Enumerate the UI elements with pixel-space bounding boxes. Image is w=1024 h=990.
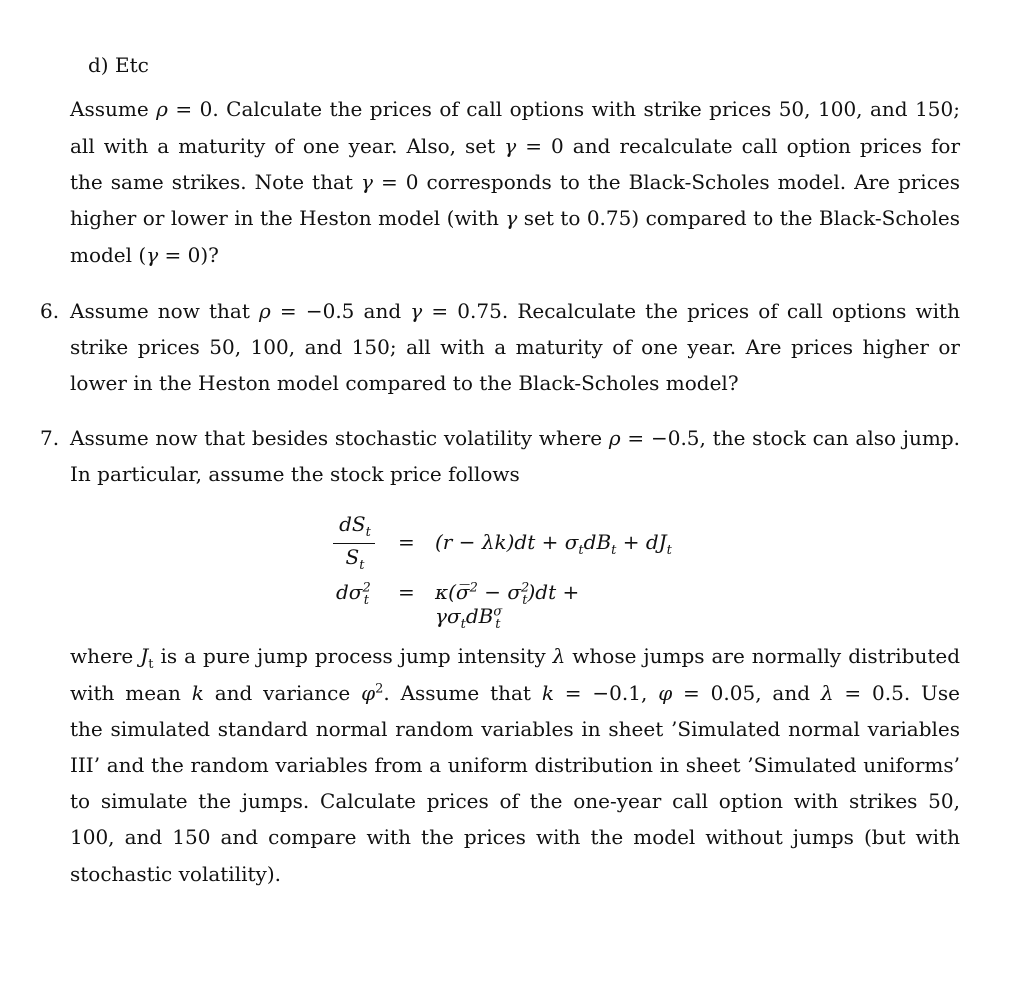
item-7-para-line-6: 100, and 150 and compare with the prices with the model without jumps (but with: [70, 825, 960, 849]
item-7-para-line-4: III’ and the random variables from a uniform distribution in sheet ’Simulated uniforms’: [70, 753, 960, 777]
para-d-line-4: higher or lower in the Heston model (with γ set to 0.75) compared to the Black-Scholes: [70, 206, 960, 230]
eq2-equals: =: [398, 580, 415, 604]
para-d-line-2: all with a maturity of one year. Also, set γ = 0 and recalculate call option prices for: [70, 134, 961, 158]
eq1-equals: =: [398, 530, 415, 554]
eq2-lhs: $d\sigma^2_t$: [336, 580, 371, 608]
item-d-label: d): [88, 53, 109, 77]
eq1-rhs: $(r - \lambda k)dt + \sigma_tdB_t + dJ_t$: [435, 530, 672, 558]
item-7-para-line-2: with mean k and variance $\varphi^2$. Assume that k = −0.1, φ = 0.05, and λ = 0.5. Use: [70, 681, 960, 705]
item-7-para-line-3: the simulated standard normal random variables in sheet ’Simulated normal variables: [70, 717, 960, 741]
item-6-number: 6.: [40, 299, 60, 323]
fraction-bar: [333, 543, 375, 544]
item-7-para-line-1: where $J_t$ is a pure jump process jump intensity λ whose jumps are normally distributed: [70, 644, 961, 672]
item-7-line-1: Assume now that besides stochastic volatility where ρ = −0.5, the stock can also jump.: [70, 426, 960, 450]
item-d-text: Etc: [114, 53, 149, 77]
item-6-line-3: lower in the Heston model compared to the Black-Scholes model?: [70, 371, 739, 395]
para-d-line-5: model (γ = 0)?: [70, 243, 219, 267]
item-7-para-line-5: to simulate the jumps. Calculate prices of the one-year call option with strikes 50,: [70, 789, 960, 813]
eq1-denominator: $S_t$: [345, 545, 365, 573]
eq1-numerator: $dS_t$: [339, 512, 371, 540]
para-d-line-1: Assume ρ = 0. Calculate the prices of call options with strike prices 50, 100, and 150;: [70, 97, 960, 121]
item-7-para-line-7: stochastic volatility).: [70, 862, 281, 886]
eq2-rhs: κ(σ̅$^2$ − $\sigma^2_t)dt + \gamma\sigma_tdB^\sigma_t$: [435, 580, 580, 632]
item-7-number: 7.: [40, 426, 60, 450]
item-7-line-2: In particular, assume the stock price follows: [70, 462, 520, 486]
para-d-line-3: the same strikes. Note that γ = 0 corresponds to the Black-Scholes model. Are prices: [70, 170, 961, 194]
item-d-heading: [88, 47, 978, 83]
item-6-line-1: Assume now that ρ = −0.5 and γ = 0.75. Recalculate the prices of call options with: [70, 299, 960, 323]
item-6-line-2: strike prices 50, 100, and 150; all with a maturity of one year. Are prices higher or: [70, 335, 960, 359]
